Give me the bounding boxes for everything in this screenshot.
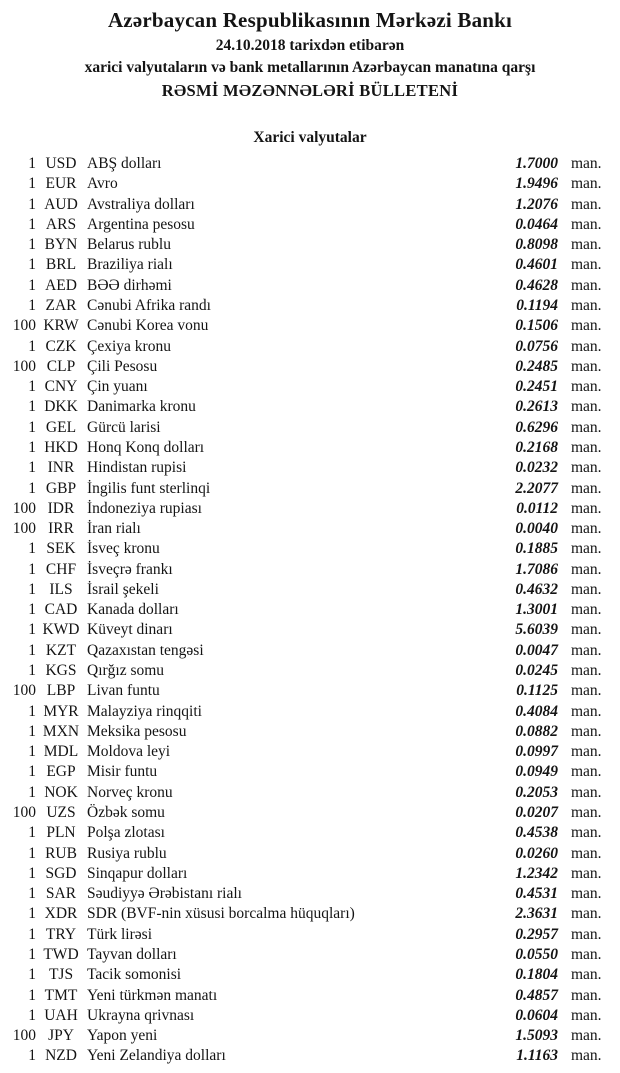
currency-rate: 0.2613 — [515, 398, 558, 416]
currency-code: MYR — [43, 702, 79, 720]
currency-unit: man. — [571, 296, 602, 314]
currency-code: ILS — [49, 580, 73, 598]
currency-quantity: 1 — [28, 438, 36, 456]
currency-row — [0, 377, 620, 397]
currency-unit: man. — [571, 1027, 602, 1045]
currency-rate: 1.1163 — [516, 1047, 558, 1065]
currency-unit: man. — [571, 925, 602, 943]
currency-unit: man. — [571, 743, 602, 761]
currency-rate: 0.0550 — [515, 945, 558, 963]
currency-row — [0, 904, 620, 924]
currency-rate: 5.6039 — [515, 621, 558, 639]
currency-unit: man. — [571, 236, 602, 254]
currency-name: Hindistan rupisi — [87, 459, 187, 477]
currency-code: UZS — [46, 804, 76, 821]
bulletin-header — [0, 0, 620, 102]
currency-quantity: 1 — [28, 641, 36, 659]
currency-code: TJS — [48, 966, 74, 984]
currency-quantity: 1 — [28, 378, 36, 396]
currency-row — [0, 418, 620, 438]
currency-row — [0, 702, 620, 722]
currency-rate: 0.0245 — [515, 662, 558, 680]
currency-row — [0, 255, 620, 275]
currency-code: GBP — [45, 479, 77, 497]
currency-quantity: 1 — [28, 844, 36, 862]
currency-rate: 0.0464 — [515, 215, 558, 233]
currency-code: EUR — [45, 175, 77, 193]
currency-name: Livan funtu — [87, 682, 160, 700]
currency-rate: 0.0260 — [515, 844, 558, 862]
currency-name: Qazaxıstan tengəsi — [87, 641, 204, 659]
currency-row — [0, 316, 620, 336]
currency-unit: man. — [571, 317, 602, 335]
currency-name: Çexiya kronu — [87, 337, 171, 355]
currency-name: Norveç kronu — [87, 783, 173, 801]
currency-unit: man. — [571, 155, 602, 172]
currency-code: USD — [45, 155, 77, 172]
currency-name: Moldova leyi — [87, 743, 171, 761]
currency-row — [0, 539, 620, 559]
currency-row — [0, 154, 620, 174]
currency-row — [0, 397, 620, 417]
currency-code: CLP — [46, 357, 76, 375]
currency-unit: man. — [571, 804, 602, 821]
currency-name: Çili Pesosu — [87, 357, 158, 375]
currency-rate: 0.0040 — [515, 520, 558, 538]
currency-name: Yeni türkmən manatı — [87, 986, 218, 1004]
currency-name: İsveçrə frankı — [87, 560, 173, 578]
currency-rate: 1.9496 — [515, 175, 558, 193]
currency-quantity: 1 — [28, 864, 36, 882]
currency-row — [0, 1046, 620, 1066]
currency-code: TWD — [43, 945, 79, 963]
currency-quantity: 1 — [28, 175, 36, 193]
currency-name: Ukrayna qrivnası — [87, 1006, 195, 1024]
currency-quantity: 1 — [28, 743, 36, 761]
currency-name: Argentina pesosu — [87, 215, 195, 233]
currency-row — [0, 1026, 620, 1046]
currency-unit: man. — [571, 520, 602, 538]
currency-name: Çin yuanı — [87, 378, 148, 396]
currency-row — [0, 641, 620, 661]
currency-row — [0, 925, 620, 945]
currency-name: Belarus rublu — [87, 236, 171, 254]
currency-rate: 2.3631 — [515, 905, 558, 923]
currency-unit: man. — [571, 560, 602, 578]
currency-unit: man. — [571, 824, 602, 842]
currency-quantity: 1 — [28, 1006, 36, 1024]
currency-rate: 0.4628 — [515, 276, 558, 294]
currency-quantity: 1 — [28, 945, 36, 963]
currency-unit: man. — [571, 418, 602, 436]
currency-unit: man. — [571, 722, 602, 740]
currency-row — [0, 235, 620, 255]
currency-name: Braziliya rialı — [87, 256, 173, 274]
currency-quantity: 1 — [28, 925, 36, 943]
currency-quantity: 1 — [28, 824, 36, 842]
currency-rate: 1.7000 — [515, 155, 558, 172]
currency-unit: man. — [571, 621, 602, 639]
currency-unit: man. — [571, 378, 602, 396]
currency-name: Honq Konq dolları — [87, 438, 205, 456]
currency-rate: 0.1804 — [515, 966, 558, 984]
currency-quantity: 1 — [28, 459, 36, 477]
currency-name: SDR (BVF-nin xüsusi borcalma hüquqları) — [87, 905, 355, 923]
currency-row — [0, 681, 620, 701]
currency-unit: man. — [571, 215, 602, 233]
currency-quantity: 1 — [28, 621, 36, 639]
currency-unit: man. — [571, 398, 602, 416]
currency-row — [0, 479, 620, 499]
currency-name: Küveyt dinarı — [87, 621, 173, 639]
currency-rate: 0.0047 — [515, 641, 558, 659]
currency-quantity: 1 — [28, 885, 36, 903]
currency-row — [0, 215, 620, 235]
currency-row — [0, 783, 620, 803]
currency-unit: man. — [571, 702, 602, 720]
currency-row — [0, 276, 620, 296]
currency-rate: 1.5093 — [515, 1027, 558, 1045]
currency-row — [0, 458, 620, 478]
currency-unit: man. — [571, 783, 602, 801]
currency-row — [0, 884, 620, 904]
currency-quantity: 100 — [12, 317, 36, 335]
currency-code: SEK — [46, 540, 76, 558]
currency-rate: 0.4857 — [515, 986, 558, 1004]
currency-row — [0, 864, 620, 884]
currency-name: Tacik somonisi — [87, 966, 182, 984]
currency-rate: 1.2342 — [515, 864, 558, 882]
currency-row — [0, 803, 620, 823]
currency-unit: man. — [571, 966, 602, 984]
currency-code: XDR — [44, 905, 78, 923]
currency-code: AED — [45, 276, 77, 294]
currency-row — [0, 296, 620, 316]
currency-rate: 0.4601 — [515, 256, 558, 274]
currency-quantity: 1 — [28, 722, 36, 740]
currency-code: DKK — [44, 398, 78, 416]
currency-rate: 0.0232 — [515, 459, 558, 477]
currency-quantity: 1 — [28, 337, 36, 355]
currency-row — [0, 762, 620, 782]
currency-code: GEL — [45, 418, 77, 436]
currency-unit: man. — [571, 540, 602, 558]
bank-title: Azərbaycan Respublikasının Mərkəzi Bankı — [107, 8, 513, 32]
currency-row — [0, 600, 620, 620]
currency-rate: 0.2451 — [515, 378, 558, 396]
currency-code: BRL — [45, 256, 77, 274]
currency-code: BYN — [44, 236, 78, 254]
currency-code: CZK — [45, 337, 77, 355]
currency-unit: man. — [571, 885, 602, 903]
currency-quantity: 1 — [28, 236, 36, 254]
currency-rate: 0.0604 — [515, 1006, 558, 1024]
currency-name: Qırğız somu — [87, 662, 165, 680]
currency-rate: 0.8098 — [515, 236, 558, 254]
currency-unit: man. — [571, 499, 602, 517]
currency-row — [0, 195, 620, 215]
currency-name: ABŞ dolları — [87, 155, 162, 172]
currency-code: RUB — [45, 844, 77, 862]
currency-name: Yapon yeni — [87, 1027, 158, 1045]
currency-unit: man. — [571, 175, 602, 193]
currency-quantity: 1 — [28, 540, 36, 558]
currency-name: İsrail şekeli — [87, 580, 159, 598]
currency-quantity: 1 — [28, 276, 36, 294]
currency-rate: 0.1125 — [516, 682, 558, 700]
section-title-foreign-currencies: Xarici valyutalar — [253, 129, 367, 146]
currency-unit: man. — [571, 601, 602, 619]
currency-name: Sinqapur dolları — [87, 864, 188, 882]
currency-row — [0, 986, 620, 1006]
currency-rate: 0.4538 — [515, 824, 558, 842]
currency-unit: man. — [571, 195, 602, 213]
currency-quantity: 1 — [28, 763, 36, 781]
currency-name: Səudiyyə Ərəbistanı rialı — [87, 885, 242, 903]
currency-rate: 2.2077 — [515, 479, 558, 497]
currency-quantity: 100 — [12, 357, 36, 375]
currency-quantity: 1 — [28, 155, 36, 172]
currency-rate: 1.7086 — [515, 560, 558, 578]
currency-code: NOK — [44, 783, 78, 801]
currency-code: JPY — [48, 1027, 74, 1045]
currency-rate: 0.4632 — [515, 580, 558, 598]
currency-code: CAD — [44, 601, 78, 619]
currency-code: TMT — [44, 986, 78, 1004]
currency-quantity: 100 — [12, 682, 36, 700]
currency-code: EGP — [46, 763, 76, 781]
currency-code: KWD — [42, 621, 80, 639]
currency-quantity: 1 — [28, 418, 36, 436]
currency-name: Gürcü larisi — [87, 418, 161, 436]
currency-name: Misir funtu — [87, 763, 158, 781]
currency-rate: 0.0949 — [515, 763, 558, 781]
currency-row — [0, 519, 620, 539]
currency-rate: 0.6296 — [515, 418, 558, 436]
currency-code: CNY — [44, 378, 78, 396]
currency-row — [0, 722, 620, 742]
currency-quantity: 1 — [28, 580, 36, 598]
currency-code: SAR — [45, 885, 77, 903]
effective-date-line — [0, 35, 620, 57]
currency-name: Rusiya rublu — [87, 844, 167, 862]
currency-rate: 0.0882 — [515, 722, 558, 740]
currency-name: Yeni Zelandiya dolları — [87, 1047, 226, 1065]
currency-quantity: 100 — [12, 520, 36, 538]
currency-code: PLN — [46, 824, 76, 842]
currency-row — [0, 965, 620, 985]
currency-row — [0, 337, 620, 357]
currency-quantity: 100 — [12, 1027, 36, 1045]
currency-name: Meksika pesosu — [87, 722, 187, 740]
currency-code: KGS — [45, 662, 77, 680]
currency-unit: man. — [571, 905, 602, 923]
currency-code: KZT — [45, 641, 77, 659]
currency-row — [0, 438, 620, 458]
currency-unit: man. — [571, 641, 602, 659]
currency-rate: 1.3001 — [515, 601, 558, 619]
bulletin-title: RƏSMİ MƏZƏNNƏLƏRİ BÜLLETENİ — [161, 81, 459, 100]
currency-rate: 0.1194 — [516, 296, 558, 314]
currency-unit: man. — [571, 580, 602, 598]
currency-name: İran rialı — [87, 520, 141, 538]
currency-quantity: 1 — [28, 662, 36, 680]
currency-code: HKD — [44, 438, 78, 456]
currency-row — [0, 844, 620, 864]
currency-unit: man. — [571, 1006, 602, 1024]
currency-row — [0, 357, 620, 377]
currency-name: İngilis funt sterlinqi — [87, 479, 211, 497]
currency-row — [0, 1006, 620, 1026]
currency-code: MDL — [43, 743, 79, 761]
effective-date-suffix: tarixdən etibarən — [289, 37, 405, 54]
currency-name: Cənubi Afrika randı — [87, 296, 211, 314]
currency-unit: man. — [571, 357, 602, 375]
currency-name: Malayziya rinqqiti — [87, 702, 202, 720]
currency-rate: 0.4084 — [515, 702, 558, 720]
currency-unit: man. — [571, 459, 602, 477]
currency-unit: man. — [571, 682, 602, 700]
currency-name: Kanada dolları — [87, 601, 179, 619]
currency-code: IDR — [47, 499, 75, 517]
bulletin-subtitle: xarici valyutaların və bank metallarının Azərbaycan manatına qarşı — [84, 59, 536, 76]
currency-quantity: 1 — [28, 256, 36, 274]
currency-code: ZAR — [45, 296, 77, 314]
currency-name: İsveç kronu — [87, 540, 160, 558]
currency-rate: 0.4531 — [515, 885, 558, 903]
currency-name: Özbək somu — [87, 804, 165, 821]
currency-rate: 0.0756 — [515, 337, 558, 355]
currency-unit: man. — [571, 256, 602, 274]
currency-row — [0, 580, 620, 600]
currency-name: Tayvan dolları — [87, 945, 177, 963]
currency-rate: 0.1885 — [515, 540, 558, 558]
currency-name: Avstraliya dolları — [87, 195, 195, 213]
currency-quantity: 1 — [28, 702, 36, 720]
currency-quantity: 1 — [28, 296, 36, 314]
currency-unit: man. — [571, 662, 602, 680]
currency-code: NZD — [45, 1047, 77, 1065]
currency-row — [0, 945, 620, 965]
currency-quantity: 1 — [28, 1047, 36, 1065]
currency-rate: 0.0997 — [515, 743, 558, 761]
currency-quantity: 1 — [28, 905, 36, 923]
currency-quantity: 1 — [28, 986, 36, 1004]
currency-row — [0, 620, 620, 640]
currency-rate: 0.2485 — [515, 357, 558, 375]
currency-code: KRW — [43, 317, 79, 335]
currency-rate: 0.2053 — [515, 783, 558, 801]
currency-row — [0, 499, 620, 519]
currency-unit: man. — [571, 844, 602, 862]
currency-code: SGD — [45, 864, 77, 882]
currency-quantity: 1 — [28, 398, 36, 416]
currency-quantity: 1 — [28, 195, 36, 213]
currency-quantity: 1 — [28, 479, 36, 497]
currency-code: ARS — [45, 215, 77, 233]
currency-rate: 0.0112 — [516, 499, 558, 517]
currency-code: CHF — [45, 560, 77, 578]
currency-code: LBP — [46, 682, 76, 700]
currency-unit: man. — [571, 276, 602, 294]
currency-unit: man. — [571, 945, 602, 963]
currency-name: İndoneziya rupiası — [87, 499, 202, 517]
currency-name: Türk lirəsi — [87, 925, 152, 943]
effective-date: 24.10.2018 — [215, 37, 286, 54]
currency-quantity: 1 — [28, 215, 36, 233]
currency-row — [0, 742, 620, 762]
currency-code: TRY — [45, 925, 77, 943]
currency-quantity: 1 — [28, 783, 36, 801]
currency-code: AUD — [44, 195, 78, 213]
currency-table — [0, 154, 620, 1067]
currency-code: INR — [47, 459, 75, 477]
currency-row — [0, 823, 620, 843]
currency-unit: man. — [571, 763, 602, 781]
currency-quantity: 1 — [28, 560, 36, 578]
currency-name: BƏƏ dirhəmi — [87, 276, 172, 294]
currency-code: IRR — [48, 520, 74, 538]
currency-quantity: 100 — [12, 499, 36, 517]
currency-unit: man. — [571, 864, 602, 882]
currency-name: Avro — [87, 175, 118, 193]
currency-quantity: 1 — [28, 966, 36, 984]
currency-code: UAH — [44, 1006, 78, 1024]
currency-name: Danimarka kronu — [87, 398, 196, 416]
currency-name: Polşa zlotası — [87, 824, 165, 842]
currency-rate: 1.2076 — [515, 195, 558, 213]
currency-row — [0, 661, 620, 681]
currency-rate: 0.1506 — [515, 317, 558, 335]
currency-rate: 0.0207 — [515, 804, 558, 821]
currency-unit: man. — [571, 337, 602, 355]
currency-name: Cənubi Korea vonu — [87, 317, 209, 335]
currency-rate: 0.2168 — [515, 438, 558, 456]
currency-unit: man. — [571, 1047, 602, 1065]
currency-row — [0, 560, 620, 580]
currency-unit: man. — [571, 479, 602, 497]
currency-unit: man. — [571, 438, 602, 456]
currency-rate: 0.2957 — [515, 925, 558, 943]
currency-quantity: 1 — [28, 601, 36, 619]
currency-unit: man. — [571, 986, 602, 1004]
currency-quantity: 100 — [12, 804, 36, 821]
currency-row — [0, 174, 620, 194]
currency-code: MXN — [42, 722, 80, 740]
